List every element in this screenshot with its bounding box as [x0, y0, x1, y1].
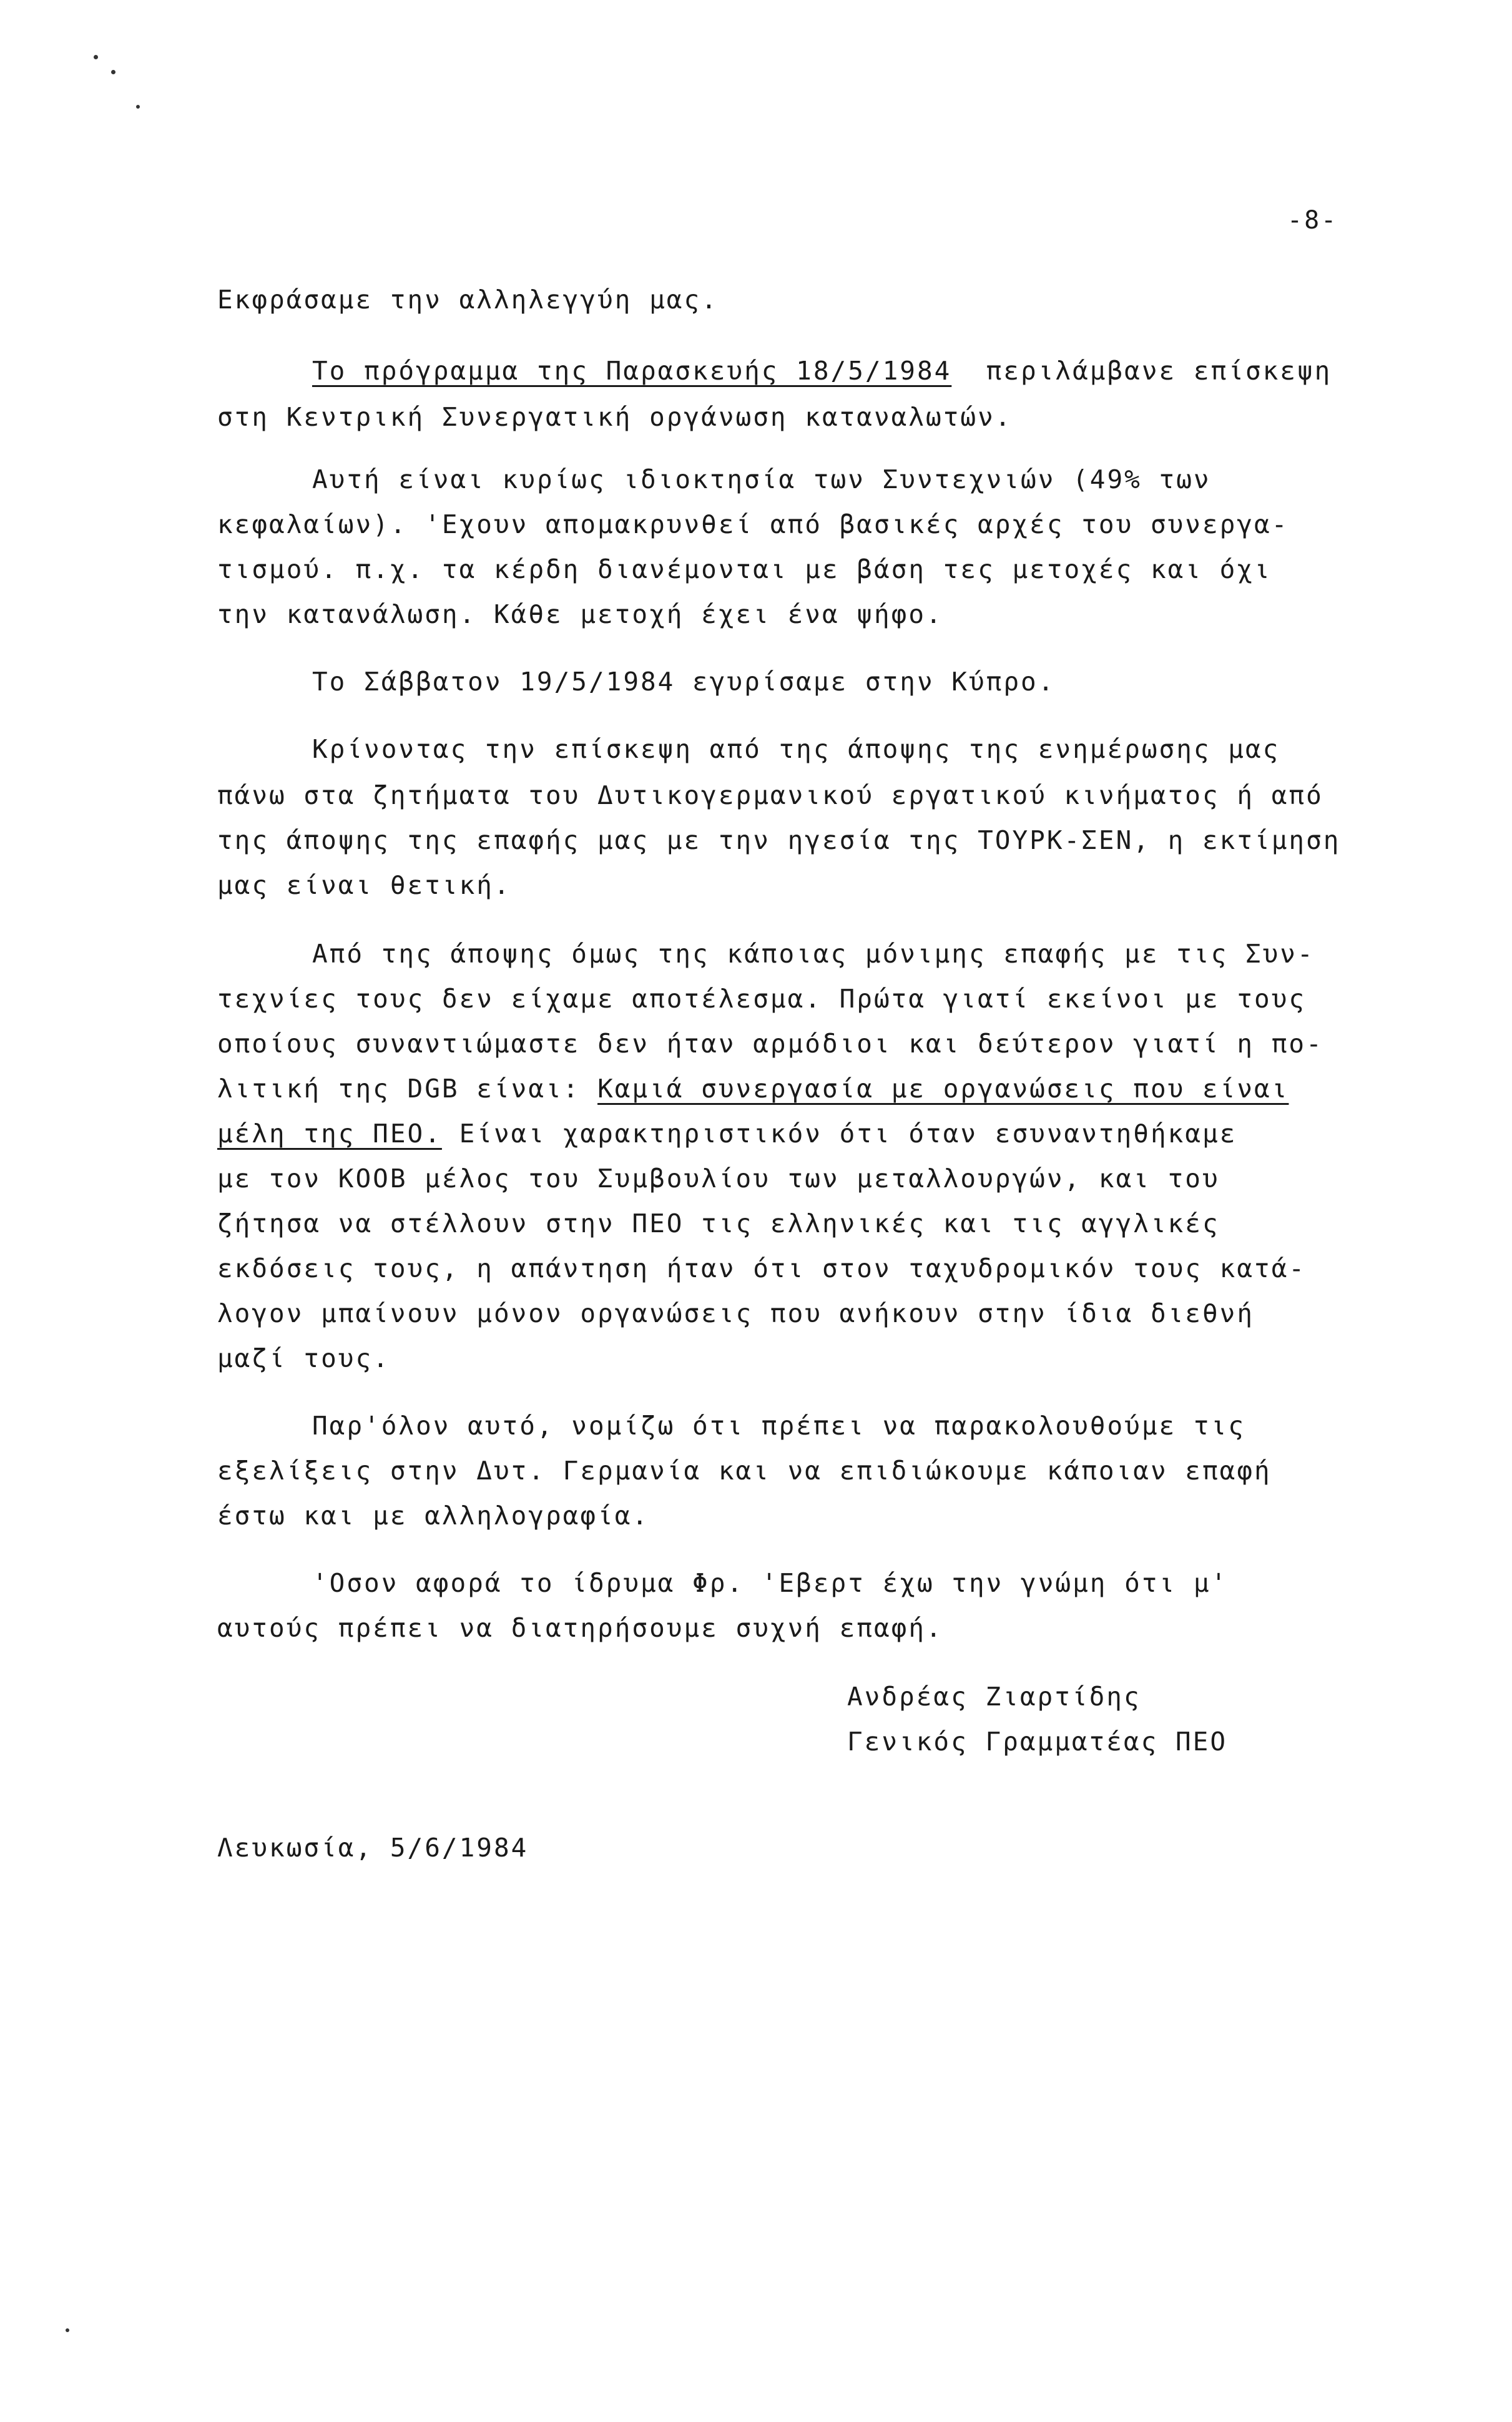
underlined-text: μέλη της ΠΕΟ. — [217, 1119, 442, 1149]
signature-title: Γενικός Γραμματέας ΠΕΟ — [847, 1727, 1228, 1757]
paragraph-line: αυτούς πρέπει να διατηρήσουμε συχνή επαφή. — [217, 1613, 943, 1643]
paragraph-line: τεχνίες τους δεν είχαμε αποτέλεσμα. Πρώτα γιατί εκείνοι με τους — [217, 984, 1307, 1014]
scan-speck — [94, 55, 98, 59]
paragraph-line: κεφαλαίων). 'Εχουν απομακρυνθεί από βασικές αρχές του συνεργα- — [217, 509, 1289, 539]
scan-speck — [66, 2328, 69, 2332]
paragraph-line: Εκφράσαμε την αλληλεγγύη μας. — [217, 285, 719, 315]
scan-speck — [136, 105, 140, 109]
underlined-text: Το πρόγραμμα της Παρασκευής 18/5/1984 — [312, 356, 952, 386]
paragraph-line: Το Σάββατον 19/5/1984 εγυρίσαμε στην Κύπρο. — [312, 667, 1056, 697]
paragraph-text: λιτική της DGB είναι: — [217, 1074, 598, 1104]
paragraph-text: περιλάμβανε επίσκεψη — [951, 356, 1332, 386]
paragraph-line: εκδόσεις τους, η απάντηση ήταν ότι στον ταχυδρομικόν τους κατά- — [217, 1253, 1307, 1283]
place-date: Λευκωσία, 5/6/1984 — [217, 1833, 529, 1863]
paragraph-line: οποίους συναντιώμαστε δεν ήταν αρμόδιοι και δεύτερον γιατί η πο- — [217, 1029, 1323, 1059]
paragraph-line: εξελίξεις στην Δυτ. Γερμανία και να επιδιώκουμε κάποιαν επαφή — [217, 1456, 1272, 1486]
scan-speck — [111, 70, 115, 74]
paragraph-line: πάνω στα ζητήματα του Δυτικογερμανικού εργατικού κινήματος ή από — [217, 780, 1323, 810]
paragraph-line: 'Οσον αφορά το ίδρυμα Φρ. 'Εβερτ έχω την γνώμη ότι μ' — [312, 1568, 1229, 1598]
paragraph-line: την κατανάλωση. Κάθε μετοχή έχει ένα ψήφο. — [217, 599, 943, 629]
paragraph-line: στη Κεντρική Συνεργατική οργάνωση καταναλωτών. — [217, 402, 1013, 432]
paragraph-line: μας είναι θετική. — [217, 870, 511, 900]
signature-name: Ανδρέας Ζιαρτίδης — [847, 1682, 1141, 1712]
paragraph-text: Είναι χαρακτηριστικόν ότι όταν εσυναντηθήκαμε — [441, 1119, 1237, 1149]
paragraph-line: της άποψης της επαφής μας με την ηγεσία της ΤΟΥΡΚ-ΣΕΝ, η εκτίμηση — [217, 825, 1341, 855]
paragraph-line: τισμού. π.χ. τα κέρδη διανέμονται με βάση τες μετοχές και όχι — [217, 554, 1272, 584]
page-number: -8- — [1287, 206, 1338, 235]
underlined-text: Καμιά συνεργασία με οργανώσεις που είναι — [597, 1074, 1289, 1104]
paragraph-line: έστω και με αλληλογραφία. — [217, 1501, 650, 1531]
paragraph-line: Από της άποψης όμως της κάποιας μόνιμης επαφής με τις Συν- — [312, 939, 1315, 969]
paragraph-line: λογον μπαίνουν μόνον οργανώσεις που ανήκουν στην ίδια διεθνή — [217, 1298, 1255, 1328]
paragraph-line: Παρ'όλον αυτό, νομίζω ότι πρέπει να παρακολουθούμε τις — [312, 1411, 1245, 1441]
paragraph-line: Κρίνοντας την επίσκεψη από της άποψης της ενημέρωσης μας — [312, 734, 1280, 764]
paragraph-line: μαζί τους. — [217, 1343, 390, 1373]
paragraph-line: Αυτή είναι κυρίως ιδιοκτησία των Συντεχνιών (49% των — [312, 464, 1211, 494]
paragraph-line — [217, 1076, 1289, 1102]
paragraph-line: ζήτησα να στέλλουν στην ΠΕΟ τις ελληνικές και τις αγγλικές — [217, 1209, 1220, 1238]
paragraph-line — [217, 1121, 1237, 1147]
paragraph-line: με τον KOOB μέλος του Συμβουλίου των μεταλλουργών, και του — [217, 1164, 1220, 1194]
paragraph-line — [312, 358, 1332, 384]
